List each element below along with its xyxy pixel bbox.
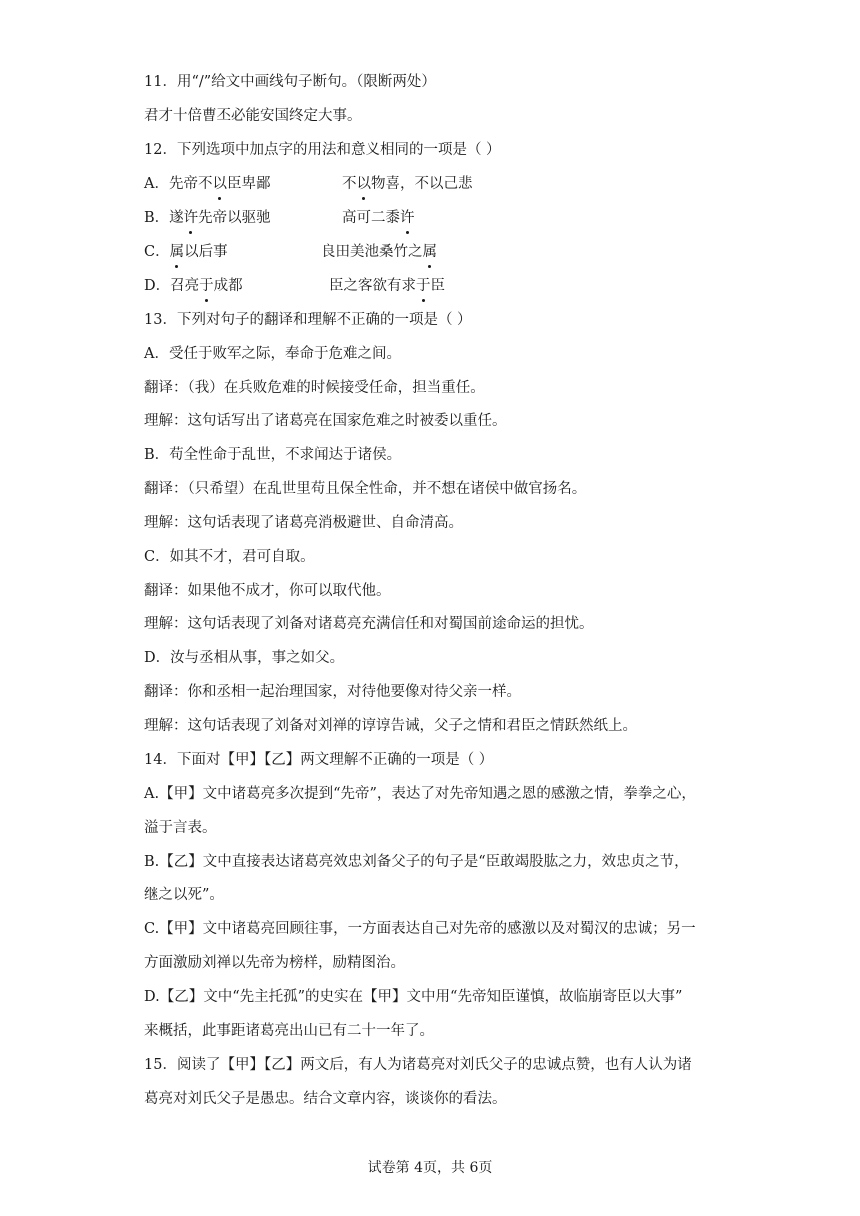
q14-line: 方面激励刘禅以先帝为榜样，励精图治。 <box>144 955 405 971</box>
emphasis-dot-char: 于 <box>416 278 431 294</box>
q11-stem: 11．用“/”给文中画线句子断句。（限断两处） <box>144 74 436 90</box>
q14-line: A.【甲】文中诸葛亮多次提到“先帝”，表达了对先帝知遇之恩的感激之情，拳拳之心， <box>144 786 696 802</box>
q12-stem: 12．下列选项中加点字的用法和意义相同的一项是（ ） <box>144 142 501 158</box>
emphasis-dot-char: 属 <box>422 244 437 260</box>
page-footer: 试卷第 4页，共 6页 <box>367 1160 493 1176</box>
emphasis-dot-char: 许 <box>400 210 415 226</box>
q14-line: B.【乙】文中直接表达诸葛亮效忠刘备父子的句子是“臣敢竭股肱之力，效忠贞之节， <box>144 854 689 870</box>
q13-line: 翻译：你和丞相一起治理国家，对待他要像对待父亲一样。 <box>144 684 521 700</box>
q13-line: 理解：这句话表现了诸葛亮消极避世、自命清高。 <box>144 515 463 531</box>
q13-line: 翻译：（只希望）在乱世里苟且保全性命，并不想在诸侯中做官扬名。 <box>144 481 587 497</box>
emphasis-dot-char: 以 <box>212 176 227 192</box>
emphasis-dot-char: 以 <box>356 176 371 192</box>
q14-line: 继之以死”。 <box>144 887 224 903</box>
q12-option-d: D．召亮于成都 臣之客欲有求于臣 <box>144 278 445 294</box>
q14-line: 溢于言表。 <box>144 820 217 836</box>
q14-stem: 14．下面对【甲】【乙】两文理解不正确的一项是（ ） <box>144 752 494 768</box>
q13-line: 理解：这句话表现了刘备对诸葛亮充满信任和对蜀国前途命运的担忧。 <box>144 616 594 632</box>
q13-line: A．受任于败军之际，奉命于危难之间。 <box>144 346 401 362</box>
q14-line: 来概括，此事距诸葛亮出山已有二十一年了。 <box>144 1023 434 1039</box>
emphasis-dot-char: 属 <box>169 244 185 260</box>
q14-line: D.【乙】文中“先主托孤”的史实在【甲】文中用“先帝知臣谨慎，故临崩寄臣以大事” <box>144 989 683 1005</box>
q13-line: 理解：这句话写出了诸葛亮在国家危难之时被委以重任。 <box>144 413 507 429</box>
emphasis-dot-char: 于 <box>199 278 214 294</box>
q13-line: C．如其不才，君可自取。 <box>144 549 315 565</box>
q13-line: 翻译：如果他不成才，你可以取代他。 <box>144 583 391 599</box>
q15-line: 葛亮对刘氏父子是愚忠。结合文章内容，谈谈你的看法。 <box>144 1091 507 1107</box>
q13-stem: 13．下列对句子的翻译和理解不正确的一项是（ ） <box>144 312 472 328</box>
q13-line: 理解：这句话表现了刘备对刘禅的谆谆告诫，父子之情和君臣之情跃然纸上。 <box>144 718 637 734</box>
emphasis-dot-char: 许 <box>183 210 199 226</box>
q13-line: D．汝与丞相从事，事之如父。 <box>144 650 345 666</box>
q13-line: 翻译：（我）在兵败危难的时候接受任命，担当重任。 <box>144 380 485 396</box>
q12-option-a: A．先帝不以臣卑鄙 不以物喜，不以己悲 <box>144 176 473 192</box>
q12-option-b: B．遂许先帝以驱驰 高可二黍许 <box>144 210 415 226</box>
q12-option-c: C．属以后事 良田美池桑竹之属 <box>144 244 437 260</box>
q11-sentence: 君才十倍曹丕必能安国终定大事。 <box>144 108 362 124</box>
q13-line: B．苟全性命于乱世，不求闻达于诸侯。 <box>144 447 402 463</box>
q14-line: C.【甲】文中诸葛亮回顾往事，一方面表达自己对先帝的感激以及对蜀汉的忠诚；另一 <box>144 921 696 937</box>
q15-line: 15．阅读了【甲】【乙】两文后，有人为诸葛亮对刘氏父子的忠诚点赞，也有人认为诸 <box>144 1057 692 1073</box>
